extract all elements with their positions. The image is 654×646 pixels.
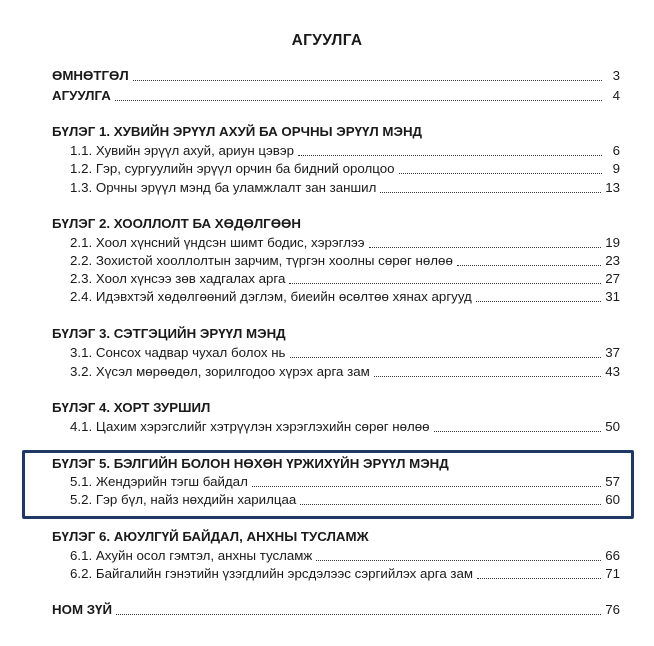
- dot-leader: [298, 154, 602, 156]
- dot-leader: [369, 246, 602, 248]
- toc-entry-page: 6: [612, 143, 620, 158]
- toc-entry-label: 1.2. Гэр, сургуулийн эрүүл орчин ба бидний оролцоо: [70, 161, 395, 176]
- toc-entry-label: 1.3. Орчны эрүүл мэнд ба уламжлалт зан заншил: [70, 180, 377, 195]
- dot-leader: [300, 503, 601, 505]
- toc-entry-contents[interactable]: [52, 87, 620, 105]
- toc-entry-preface[interactable]: [52, 67, 620, 85]
- toc-entry-label: 1.1. Хувийн эрүүл ахуй, ариун цэвэр: [70, 143, 295, 158]
- dot-leader: [380, 191, 601, 193]
- dot-leader: [399, 172, 602, 174]
- toc-entry-3-1[interactable]: [70, 344, 620, 362]
- toc-entry-label: 6.1. Ахуйн осол гэмтэл, анхны тусламж: [70, 548, 313, 563]
- toc-entry-bibliography[interactable]: [52, 601, 620, 619]
- toc-entry-2-2[interactable]: [70, 252, 620, 270]
- toc-entry-page: 27: [605, 271, 620, 286]
- toc-entry-page: 9: [612, 161, 620, 176]
- toc-entry-page: 31: [605, 289, 620, 304]
- toc-entry-label: 3.1. Сонсох чадвар чухал болох нь: [70, 345, 286, 360]
- dot-leader: [316, 559, 601, 561]
- dot-leader: [290, 356, 602, 358]
- toc-entry-page: 57: [605, 474, 620, 489]
- dot-leader: [374, 375, 601, 377]
- toc-entry-page: 71: [605, 566, 620, 581]
- toc-entry-label: 5.1. Жендэрийн тэгш байдал: [70, 474, 248, 489]
- chapter-heading-1[interactable]: БҮЛЭГ 1. ХУВИЙН ЭРҮҮЛ АХУЙ БА ОРЧНЫ ЭРҮҮЛ МЭНД: [52, 124, 423, 139]
- toc-entry-6-1[interactable]: [70, 547, 620, 565]
- dot-leader: [115, 99, 602, 101]
- toc-entry-1-1[interactable]: [70, 142, 620, 160]
- toc-entry-page: 3: [612, 68, 620, 83]
- toc-entry-2-1[interactable]: [70, 234, 620, 252]
- dot-leader: [476, 300, 601, 302]
- toc-entry-label: ӨМНӨТГӨЛ: [52, 68, 129, 83]
- toc-entry-page: 60: [605, 492, 620, 507]
- toc-entry-page: 13: [605, 180, 620, 195]
- chapter-heading-5[interactable]: БҮЛЭГ 5. БЭЛГИЙН БОЛОН НӨХӨН ҮРЖИХҮЙН ЭРҮҮЛ МЭНД: [52, 456, 449, 471]
- toc-entry-page: 4: [612, 88, 620, 103]
- dot-leader: [477, 577, 601, 579]
- toc-entry-page: 76: [605, 602, 620, 617]
- page-title: АГУУЛГА: [291, 32, 363, 49]
- chapter-heading-3[interactable]: БҮЛЭГ 3. СЭТГЭЦИЙН ЭРҮҮЛ МЭНД: [52, 326, 286, 341]
- dot-leader: [457, 264, 601, 266]
- toc-entry-5-1[interactable]: [70, 473, 620, 491]
- toc-entry-2-3[interactable]: [70, 270, 620, 288]
- toc-entry-page: 19: [605, 235, 620, 250]
- toc-entry-page: 66: [605, 548, 620, 563]
- toc-entry-page: 43: [605, 364, 620, 379]
- toc-entry-page: 23: [605, 253, 620, 268]
- toc-entry-4-1[interactable]: [70, 418, 620, 436]
- toc-entry-label: 2.2. Зохистой хооллолтын зарчим, түргэн хоолны сөрөг нөлөө: [70, 253, 453, 268]
- toc-entry-1-2[interactable]: [70, 160, 620, 178]
- toc-entry-label: 3.2. Хүсэл мөрөөдөл, зорилгодоо хүрэх арга зам: [70, 364, 370, 379]
- toc-entry-label: 6.2. Байгалийн гэнэтийн үзэгдлийн эрсдэлээс сэргийлэх арга зам: [70, 566, 474, 581]
- toc-entry-page: 37: [605, 345, 620, 360]
- toc-entry-1-3[interactable]: [70, 179, 620, 197]
- toc-entry-page: 50: [605, 419, 620, 434]
- toc-entry-label: 2.3. Хоол хүнсээ зөв хадгалах арга: [70, 271, 286, 286]
- toc-entry-2-4[interactable]: [70, 288, 620, 306]
- toc-entry-label: 2.1. Хоол хүнсний үндсэн шимт бодис, хэрэглээ: [70, 235, 365, 250]
- dot-leader: [289, 282, 601, 284]
- toc-entry-3-2[interactable]: [70, 363, 620, 381]
- toc-entry-label: 4.1. Цахим хэрэгслийг хэтрүүлэн хэрэглэхийн сөрөг нөлөө: [70, 419, 430, 434]
- dot-leader: [252, 485, 601, 487]
- toc-entry-label: 5.2. Гэр бүл, найз нөхдийн харилцаа: [70, 492, 297, 507]
- toc-entry-5-2[interactable]: [70, 491, 620, 509]
- toc-entry-6-2[interactable]: [70, 565, 620, 583]
- toc-entry-label: АГУУЛГА: [52, 88, 111, 103]
- chapter-heading-2[interactable]: БҮЛЭГ 2. ХООЛЛОЛТ БА ХӨДӨЛГӨӨН: [52, 216, 301, 231]
- dot-leader: [133, 79, 602, 81]
- toc-entry-label: 2.4. Идэвхтэй хөдөлгөөний дэглэм, биеийн өсөлтөө хянах аргууд: [70, 289, 472, 304]
- chapter-heading-4[interactable]: БҮЛЭГ 4. ХОРТ ЗУРШИЛ: [52, 400, 211, 415]
- dot-leader: [116, 613, 601, 615]
- toc-entry-label: НОМ ЗҮЙ: [52, 602, 112, 617]
- chapter-heading-6[interactable]: БҮЛЭГ 6. АЮУЛГҮЙ БАЙДАЛ, АНХНЫ ТУСЛАМЖ: [52, 529, 369, 544]
- dot-leader: [434, 430, 602, 432]
